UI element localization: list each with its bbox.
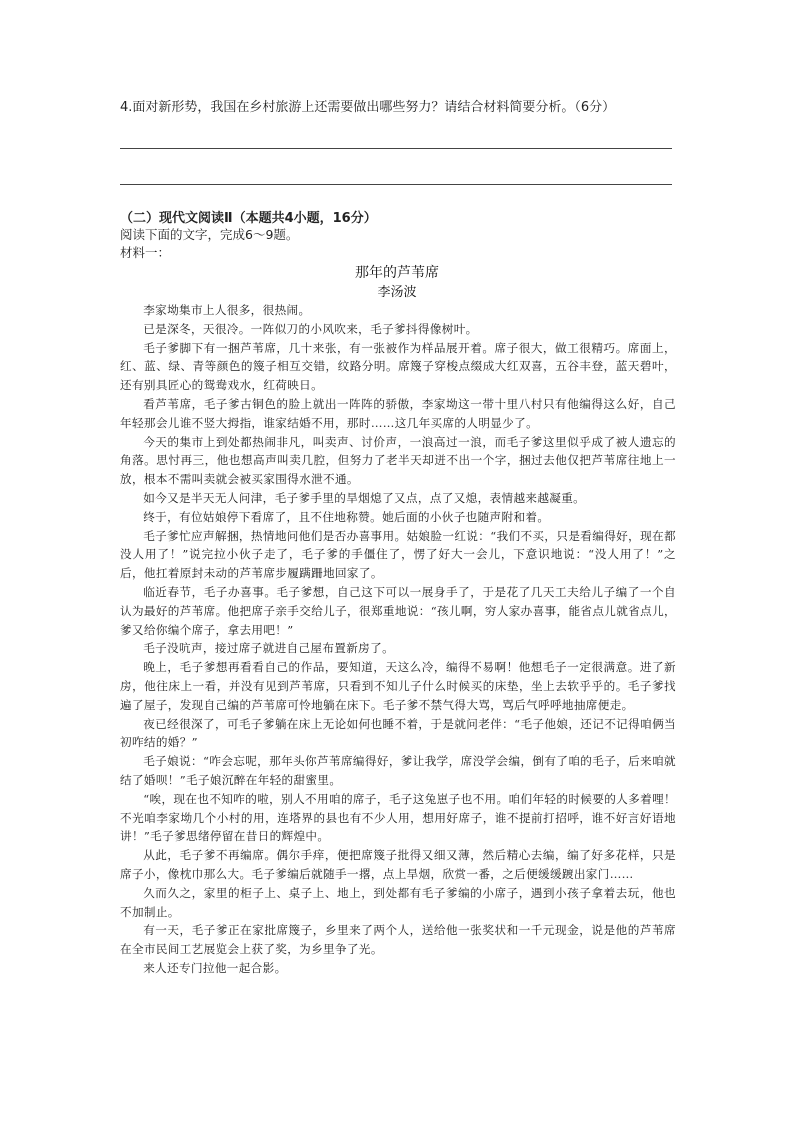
- article-paragraph: 毛子爹忙应声解捆，热情地问他们是否办喜事用。姑娘脸一红说：“我们不买，只是看编得好，现在都没人用了！”说完拉小伙子走了，毛子爹的手僵住了，愣了好大一会儿，下意识地说：“没人用了！”之后，他扛着原封未动的芦苇席步履蹒跚地回家了。: [120, 528, 676, 581]
- article-paragraph: 李家坳集市上人很多，很热闹。: [143, 303, 311, 317]
- section-title: （二）现代文阅读Ⅱ（本题共4小题，16分）: [120, 211, 377, 226]
- article-author: 李汤波: [377, 285, 417, 300]
- article-paragraph: 夜已经很深了，可毛子爹躺在床上无论如何也睡不着，于是就问老伴：“毛子他娘，还记不记得咱俩当初咋结的婚？”: [120, 716, 676, 750]
- article-paragraph: 终于，有位姑娘停下看席了，且不住地称赞。她后面的小伙子也随声附和着。: [143, 509, 550, 524]
- article-body: [120, 301, 676, 978]
- article-paragraph: 已是深冬，天很冷。一阵似刀的小风吹来，毛子爹抖得像树叶。: [143, 321, 478, 336]
- article-paragraph: 毛子爹脚下有一捆芦苇席，几十来张，有一张被作为样品展开着。席子很大，做工很精巧。席面上，红、蓝、绿、青等颜色的篾子相互交错，纹路分明。席篾子穿梭点缀成大红双喜，五谷丰登，蓝天碧叶，还有别具匠心的鸳鸯戏水，红荷映日。: [120, 340, 676, 393]
- material-label: 材料一：: [120, 245, 171, 260]
- article-paragraph: 毛子娘说：“咋会忘呢，那年头你芦苇席编得好，爹让我学，席没学会编，倒有了咱的毛子，后来咱就结了婚呗！”毛子娘沉醉在年轻的甜蜜里。: [120, 754, 676, 787]
- reading-instruction: 阅读下面的文字，完成6～9题。: [120, 227, 299, 242]
- article-paragraph: 从此，毛子爹不再编席。偶尔手痒，便把席篾子批得又细又薄，然后精心去编，编了好多花样，只是席子小，像枕巾那么大。毛子爹编后就随手一撂，点上旱烟，欣赏一番，之后便缓缓踱出家门……: [120, 848, 676, 881]
- answer-line-2: [120, 184, 672, 185]
- article-paragraph: 有一天，毛子爹正在家批席篾子，乡里来了两个人，送给他一张奖状和一千元现金，说是他的芦苇席在全市民间工艺展览会上获了奖，为乡里争了光。: [120, 923, 676, 957]
- article-paragraph: 毛子没吭声，接过席子就进自己屋布置新房了。: [143, 641, 395, 656]
- article-paragraph: 看芦苇席，毛子爹古铜色的脸上就出一阵阵的骄傲，李家坳这一带十里八村只有他编得这么好，自己年轻那会儿谁不竖大拇指，谁家结婚不用，那时……这几年买席的人明显少了。: [120, 396, 676, 430]
- article-paragraph: 今天的集市上到处都热闹非凡，叫卖声、讨价声，一浪高过一浪，而毛子爹这里似乎成了被人遗忘的角落。思忖再三，他也想高声叫卖几腔，但努力了老半天却迸不出一个字，捆过去他仅把芦苇席往地上一放，根本不需叫卖就会被买家围得水泄不通。: [120, 434, 676, 487]
- answer-line-1: [120, 148, 672, 149]
- question-4: 4.面对新形势，我国在乡村旅游上还需要做出哪些努力？请结合材料简要分析。（6分）: [120, 100, 616, 115]
- article-paragraph: 晚上，毛子爹想再看看自己的作品，要知道，天这么冷，编得不易啊！他想毛子一定很满意。进了新房，他往床上一看，并没有见到芦苇席，只看到不知儿子什么时候买的床垫，坐上去软乎乎的。毛子爹找遍了屋子，发现自己编的芦苇席可怜地躺在床下。毛子爹不禁气得大骂，骂后气呼呼地抽席便走。: [120, 660, 676, 712]
- article-paragraph: 临近春节，毛子办喜事。毛子爹想，自己这下可以一展身手了，于是花了几天工夫给儿子编了一个自认为最好的芦苇席。他把席子亲手交给儿子，很郑重地说：“孩儿啊，穷人家办喜事，能省点儿就省点儿，爹又给你编个席子，拿去用吧！”: [120, 584, 676, 637]
- article-paragraph: 如今又是半天无人问津，毛子爹手里的旱烟熄了又点，点了又熄，表情越来越凝重。: [143, 490, 586, 505]
- article-paragraph: 久而久之，家里的柜子上、桌子上、地上，到处都有毛子爹编的小席子，遇到小孩子拿着去玩，他也不加制止。: [120, 885, 676, 919]
- article-paragraph: “唉，现在也不知咋的啦，别人不用咱的席子，毛子这兔崽子也不用。咱们年轻的时候要的人多着哩！不光咱李家坳几个小村的用，连塔界的县也有不少人用，想用好席子，谁不提前打招呼，谁不好言好语地讲！”毛子爹思绪停留在昔日的辉煌中。: [120, 791, 676, 844]
- article-paragraph: 来人还专门拉他一起合影。: [143, 960, 287, 975]
- article-title: 那年的芦苇席: [355, 265, 439, 281]
